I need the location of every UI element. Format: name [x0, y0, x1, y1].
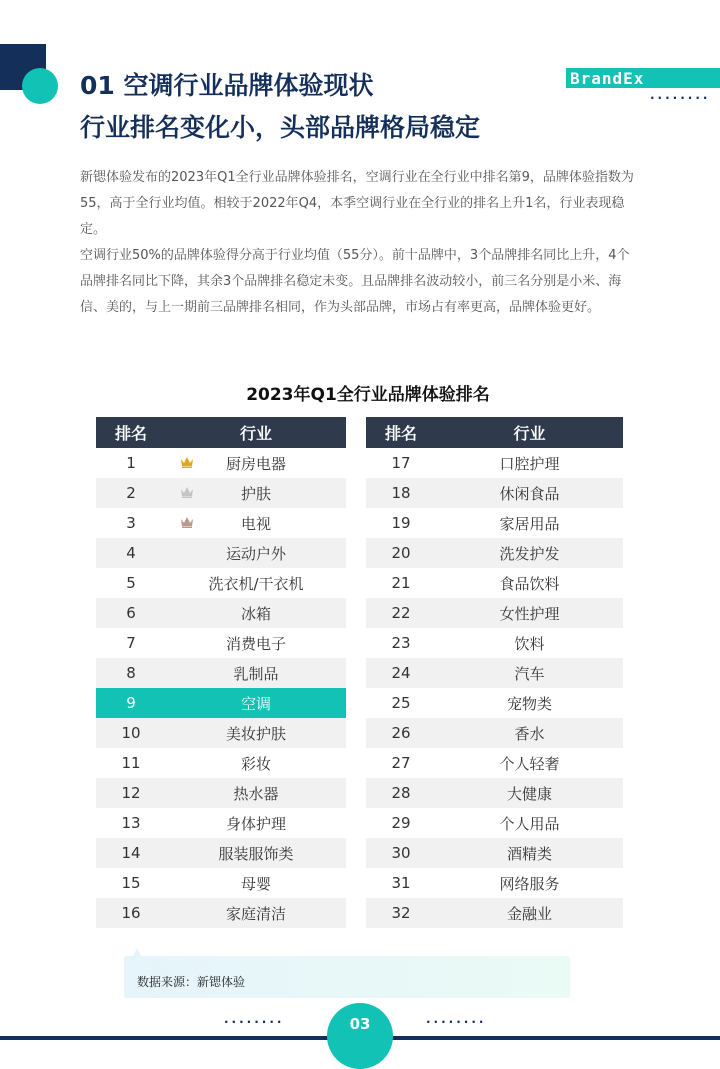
rank-cell: 5: [126, 574, 136, 592]
industry-label: 香水: [514, 724, 545, 743]
industry-label: 空调: [240, 694, 271, 713]
rank-cell: 16: [96, 898, 166, 928]
industry-label: 彩妆: [240, 754, 271, 773]
industry-cell: [166, 538, 346, 568]
industry-label: 冰箱: [240, 604, 271, 623]
industry-cell: [166, 568, 346, 598]
rank-cell: 24: [366, 658, 436, 688]
table-row: [366, 808, 623, 838]
table-row: [96, 478, 346, 508]
industry-cell: [166, 868, 346, 898]
crown-bronze-icon: [180, 516, 194, 528]
brand-logo: BrandEx: [570, 69, 645, 88]
industry-cell: [436, 478, 623, 508]
industry-cell: [436, 748, 623, 778]
rank-cell: 7: [126, 634, 136, 652]
industry-label: 休闲食品: [499, 484, 560, 503]
industry-label: 护肤: [240, 484, 271, 503]
industry-label: 热水器: [233, 784, 279, 803]
industry-label: 消费电子: [225, 634, 286, 653]
table-row: [96, 658, 346, 688]
industry-cell: [436, 568, 623, 598]
industry-label: 运动户外: [225, 544, 286, 563]
table-row: [366, 538, 623, 568]
section-title: 01 空调行业品牌体验现状: [80, 71, 374, 100]
table-row: [96, 568, 346, 598]
page-number-badge: [327, 1003, 393, 1069]
industry-label: 乳制品: [233, 664, 279, 683]
industry-label: 女性护理: [499, 604, 560, 623]
industry-cell: [166, 628, 346, 658]
crown-gold-icon: [180, 456, 194, 468]
corner-circle-decoration: [22, 68, 58, 104]
industry-cell: [436, 658, 623, 688]
paragraph-2: 空调行业50%的品牌体验得分高于行业均值（55分）。前十品牌中，3个品牌排名同比上升，4个品牌排名同比下降，其余3个品牌排名稳定未变。且品牌排名波动较小，前三名分别是小米、海信、美的，与上一期前三品牌排名相同，作为头部品牌，市场占有率更高，品牌体验更好。: [80, 248, 630, 315]
paragraph-1: 新锶体验发布的2023年Q1全行业品牌体验排名，空调行业在全行业中排名第9，品牌体验指数为55，高于全行业均值。相较于2022年Q4，本季空调行业在全行业的排名上升1名，行业表现稳定。: [80, 170, 634, 237]
rank-cell: 23: [391, 634, 411, 652]
rank-cell: 22: [366, 598, 436, 628]
industry-label: 金融业: [506, 904, 552, 923]
table-title: 2023年Q1全行业品牌体验排名: [246, 385, 490, 405]
industry-label: 身体护理: [225, 814, 286, 833]
table-row: [366, 448, 623, 478]
rank-cell: 17: [391, 454, 411, 472]
industry-cell: [436, 778, 623, 808]
industry-label: 酒精类: [506, 844, 552, 863]
table-row: [96, 688, 346, 718]
rank-cell: 18: [366, 478, 436, 508]
rank-cell: 13: [121, 814, 141, 832]
ranking-table-right: [366, 417, 623, 928]
table-row: [366, 508, 623, 538]
table-row: [366, 838, 623, 868]
industry-label: 服装服饰类: [218, 844, 294, 863]
industry-cell: [436, 508, 623, 538]
industry-cell: [436, 628, 623, 658]
table-row: [366, 568, 623, 598]
table-row: [366, 478, 623, 508]
ranking-table-left: [96, 417, 346, 928]
rank-cell: 10: [96, 718, 166, 748]
table-row: [366, 688, 623, 718]
industry-cell: [166, 838, 346, 868]
table-header-row: [96, 417, 346, 448]
table-row: [96, 628, 346, 658]
table-row: [366, 748, 623, 778]
table-row: [96, 808, 346, 838]
table-row: [96, 448, 346, 478]
industry-label: 网络服务: [499, 874, 560, 893]
column-header-rank: 排名: [366, 417, 436, 448]
table-row: [366, 898, 623, 928]
rank-cell: 29: [391, 814, 411, 832]
column-header-rank: 排名: [96, 417, 166, 448]
industry-cell: [436, 808, 623, 838]
industry-label: 口腔护理: [499, 454, 560, 473]
table-row: [96, 748, 346, 778]
column-header-industry: 行业: [436, 417, 623, 448]
rank-cell: 3: [126, 514, 136, 532]
rank-cell: 4: [96, 538, 166, 568]
table-row: [96, 598, 346, 628]
page-number: 03: [349, 1015, 371, 1033]
table-row: [96, 898, 346, 928]
industry-cell: [436, 448, 623, 478]
rank-cell: 26: [366, 718, 436, 748]
rank-cell: 21: [391, 574, 411, 592]
dot-decoration-bottom-right: ........: [426, 1012, 487, 1026]
dot-decoration-top: ........: [650, 88, 711, 102]
table-row: [366, 868, 623, 898]
industry-cell: [166, 808, 346, 838]
crown-silver-icon: [180, 486, 194, 498]
table-row: [366, 658, 623, 688]
rank-cell: 8: [96, 658, 166, 688]
industry-cell: [436, 838, 623, 868]
industry-label: 洗发护发: [499, 544, 560, 563]
industry-cell: [166, 898, 346, 928]
rank-cell: 19: [391, 514, 411, 532]
table-row: [366, 718, 623, 748]
industry-cell: [166, 778, 346, 808]
industry-label: 汽车: [514, 664, 545, 683]
industry-cell: [436, 868, 623, 898]
industry-cell: [166, 658, 346, 688]
industry-label: 电视: [240, 514, 271, 533]
rank-cell: 11: [121, 754, 141, 772]
industry-label: 食品饮料: [499, 574, 560, 593]
industry-cell: [436, 718, 623, 748]
column-header-industry: 行业: [166, 417, 346, 448]
table-row: [96, 538, 346, 568]
rank-cell: 28: [366, 778, 436, 808]
industry-cell: [166, 478, 346, 508]
table-row: [96, 778, 346, 808]
rank-cell: 12: [96, 778, 166, 808]
industry-cell: [166, 508, 346, 538]
table-row: [96, 508, 346, 538]
rank-cell: 2: [96, 478, 166, 508]
table-row: [96, 718, 346, 748]
industry-label: 大健康: [506, 784, 552, 803]
rank-cell: 30: [366, 838, 436, 868]
table-row: [366, 628, 623, 658]
rank-cell: 6: [96, 598, 166, 628]
industry-label: 美妆护肤: [225, 724, 286, 743]
section-subtitle: 行业排名变化小，头部品牌格局稳定: [80, 113, 481, 142]
dot-decoration-bottom-left: ........: [224, 1012, 285, 1026]
industry-cell: [166, 748, 346, 778]
industry-label: 洗衣机/干衣机: [208, 574, 304, 593]
industry-label: 家居用品: [499, 514, 560, 533]
industry-label: 母婴: [240, 874, 271, 893]
rank-cell: 25: [391, 694, 411, 712]
rank-cell: 27: [391, 754, 411, 772]
industry-cell: [166, 598, 346, 628]
rank-cell: 32: [366, 898, 436, 928]
source-note: 数据来源：新锶体验: [137, 975, 246, 989]
industry-cell: [436, 898, 623, 928]
table-row: [96, 838, 346, 868]
industry-cell: [166, 448, 346, 478]
industry-cell: [436, 538, 623, 568]
industry-label: 个人用品: [499, 814, 560, 833]
rank-cell: 9: [96, 688, 166, 718]
industry-label: 宠物类: [506, 694, 552, 713]
table-row: [366, 778, 623, 808]
industry-cell: [436, 598, 623, 628]
body-text: [80, 165, 642, 321]
rank-cell: 15: [121, 874, 141, 892]
industry-label: 个人轻奢: [499, 754, 560, 773]
source-box-pointer: [133, 948, 141, 956]
rank-cell: 20: [366, 538, 436, 568]
industry-label: 饮料: [514, 634, 545, 653]
industry-label: 厨房电器: [225, 454, 286, 473]
industry-cell: [166, 718, 346, 748]
industry-cell: [436, 688, 623, 718]
industry-cell: [166, 688, 346, 718]
table-header-row: [366, 417, 623, 448]
industry-label: 家庭清洁: [225, 904, 286, 923]
table-row: [366, 598, 623, 628]
rank-cell: 31: [391, 874, 411, 892]
rank-cell: 1: [126, 454, 136, 472]
rank-cell: 14: [96, 838, 166, 868]
table-row: [96, 868, 346, 898]
